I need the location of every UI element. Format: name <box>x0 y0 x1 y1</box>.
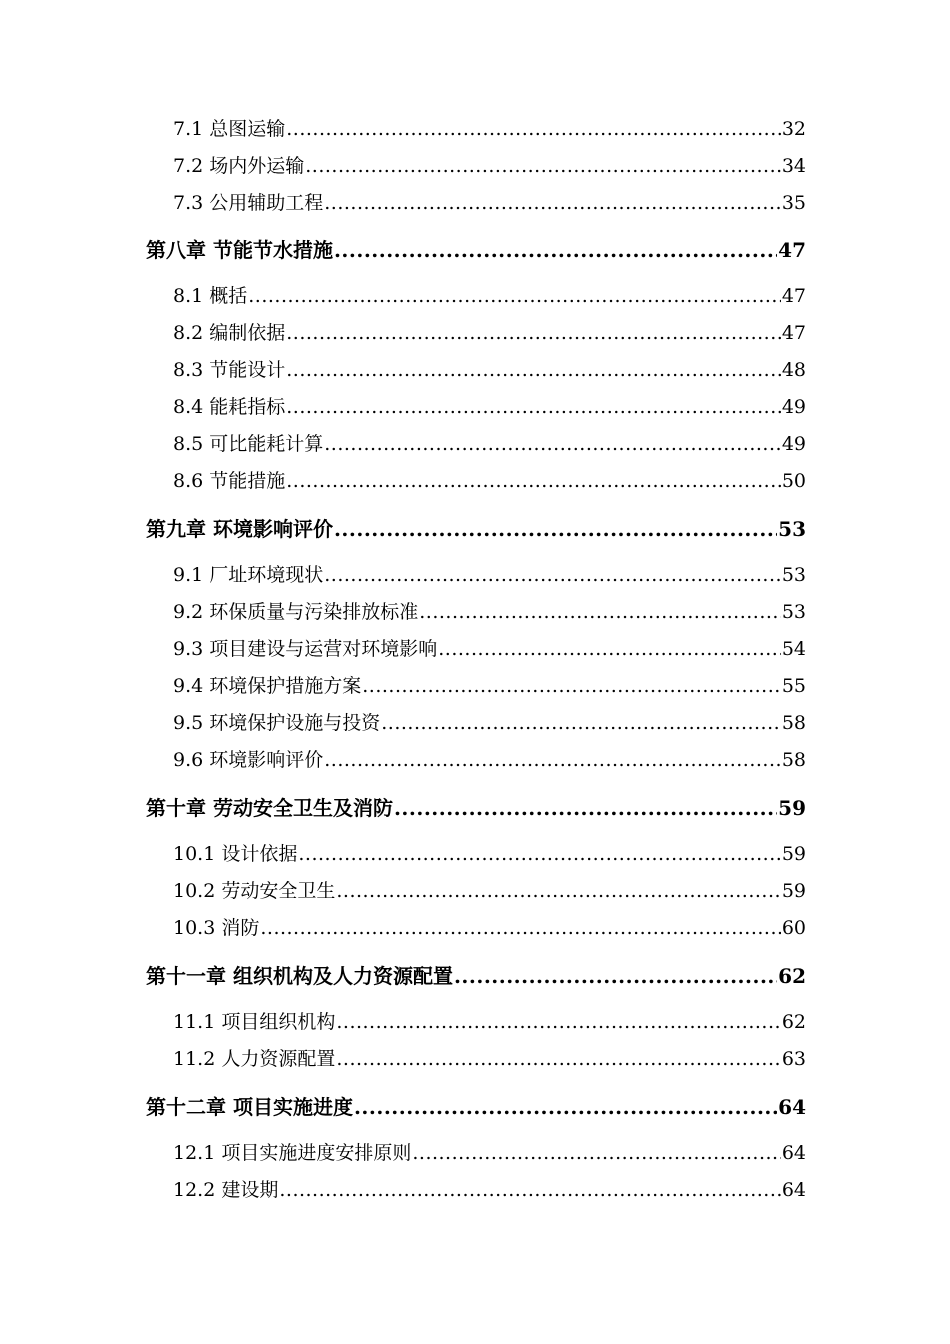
toc-entry-title: 11.2 人力资源配置 <box>173 1048 336 1070</box>
toc-chapter-page: 47 <box>778 238 806 262</box>
toc-entry-page: 48 <box>781 359 806 381</box>
toc-entry-title: 9.5 环境保护设施与投资 <box>173 712 381 734</box>
toc-chapter-entry[interactable] <box>146 234 806 263</box>
toc-chapter-title: 第十章 劳动安全卫生及消防 <box>146 796 393 820</box>
toc-entry[interactable] <box>173 151 806 178</box>
toc-entry-page: 64 <box>781 1142 806 1164</box>
toc-leader-dots <box>412 1142 780 1164</box>
toc-entry-title: 8.3 节能设计 <box>173 359 286 381</box>
toc-entry[interactable] <box>173 839 806 866</box>
toc-leader-dots <box>286 322 781 344</box>
toc-leader-dots <box>334 238 777 262</box>
toc-entry[interactable] <box>173 392 806 419</box>
toc-entry-page: 49 <box>781 396 806 418</box>
toc-leader-dots <box>286 396 781 418</box>
toc-entry-page: 50 <box>781 470 806 492</box>
toc-leader-dots <box>336 1048 780 1070</box>
toc-entry-page: 35 <box>781 192 806 214</box>
toc-entry-title: 10.3 消防 <box>173 917 260 939</box>
toc-entry-page: 54 <box>781 638 806 660</box>
toc-leader-dots <box>394 796 777 820</box>
toc-leader-dots <box>248 285 781 307</box>
toc-entry-page: 64 <box>781 1179 806 1201</box>
toc-entry[interactable] <box>173 634 806 661</box>
toc-entry-page: 59 <box>781 880 806 902</box>
toc-entry[interactable] <box>173 597 806 624</box>
toc-leader-dots <box>324 749 781 771</box>
toc-entry-title: 8.5 可比能耗计算 <box>173 433 324 455</box>
toc-chapter-title: 第十二章 项目实施进度 <box>146 1095 353 1119</box>
toc-entry-title: 9.1 厂址环境现状 <box>173 564 324 586</box>
toc-entry-page: 63 <box>781 1048 806 1070</box>
toc-chapter-entry[interactable] <box>146 1091 806 1120</box>
toc-entry-page: 58 <box>781 749 806 771</box>
toc-entry-title: 9.6 环境影响评价 <box>173 749 324 771</box>
toc-entry-page: 53 <box>781 601 806 623</box>
toc-entry-page: 49 <box>781 433 806 455</box>
toc-chapter-page: 59 <box>778 796 806 820</box>
toc-chapter-page: 64 <box>778 1095 806 1119</box>
toc-entry-page: 34 <box>781 155 806 177</box>
toc-leader-dots <box>279 1179 780 1201</box>
toc-entry[interactable] <box>173 114 806 141</box>
toc-entry-page: 47 <box>781 285 806 307</box>
toc-entry-page: 58 <box>781 712 806 734</box>
toc-entry-title: 9.4 环境保护措施方案 <box>173 675 362 697</box>
toc-entry[interactable] <box>173 466 806 493</box>
toc-entry-title: 8.1 概括 <box>173 285 248 307</box>
toc-entry-title: 9.2 环保质量与污染排放标准 <box>173 601 419 623</box>
toc-entry[interactable] <box>173 429 806 456</box>
toc-chapter-page: 62 <box>778 964 806 988</box>
toc-leader-dots <box>362 675 781 697</box>
toc-chapter-entry[interactable] <box>146 960 806 989</box>
toc-entry[interactable] <box>173 560 806 587</box>
toc-chapter-entry[interactable] <box>146 513 806 542</box>
toc-entry-page: 53 <box>781 564 806 586</box>
toc-entry[interactable] <box>173 318 806 345</box>
toc-chapter-entry[interactable] <box>146 792 806 821</box>
toc-entry[interactable] <box>173 355 806 382</box>
toc-leader-dots <box>381 712 781 734</box>
toc-entry-page: 60 <box>781 917 806 939</box>
toc-entry[interactable] <box>173 281 806 308</box>
toc-entry[interactable] <box>173 1007 806 1034</box>
toc-entry[interactable] <box>173 1138 806 1165</box>
toc-leader-dots <box>336 880 780 902</box>
toc-entry-title: 12.2 建设期 <box>173 1179 279 1201</box>
toc-leader-dots <box>419 601 781 623</box>
toc-entry[interactable] <box>173 1175 806 1202</box>
toc-entry-title: 10.2 劳动安全卫生 <box>173 880 336 902</box>
toc-leader-dots <box>286 470 781 492</box>
toc-leader-dots <box>454 964 777 988</box>
toc-entry-title: 7.3 公用辅助工程 <box>173 192 324 214</box>
toc-leader-dots <box>305 155 781 177</box>
toc-chapter-title: 第九章 环境影响评价 <box>146 517 333 541</box>
toc-entry-title: 7.1 总图运输 <box>173 118 286 140</box>
toc-leader-dots <box>324 192 781 214</box>
toc-leader-dots <box>336 1011 780 1033</box>
toc-entry-title: 9.3 项目建设与运营对环境影响 <box>173 638 438 660</box>
toc-entry-page: 47 <box>781 322 806 344</box>
toc-leader-dots <box>286 359 781 381</box>
toc-chapter-page: 53 <box>778 517 806 541</box>
toc-entry-title: 8.2 编制依据 <box>173 322 286 344</box>
toc-leader-dots <box>354 1095 777 1119</box>
toc-entry-title: 11.1 项目组织机构 <box>173 1011 336 1033</box>
toc-leader-dots <box>324 564 781 586</box>
toc-entry[interactable] <box>173 708 806 735</box>
toc-entry-page: 55 <box>781 675 806 697</box>
toc-entry[interactable] <box>173 876 806 903</box>
toc-entry-page: 32 <box>781 118 806 140</box>
toc-entry[interactable] <box>173 1044 806 1071</box>
toc-entry-title: 8.6 节能措施 <box>173 470 286 492</box>
toc-leader-dots <box>438 638 781 660</box>
toc-leader-dots <box>260 917 780 939</box>
toc-chapter-title: 第十一章 组织机构及人力资源配置 <box>146 964 453 988</box>
toc-leader-dots <box>334 517 777 541</box>
toc-entry[interactable] <box>173 745 806 772</box>
toc-entry-title: 7.2 场内外运输 <box>173 155 305 177</box>
toc-entry-page: 59 <box>781 843 806 865</box>
toc-leader-dots <box>286 118 781 140</box>
toc-entry[interactable] <box>173 671 806 698</box>
toc-chapter-title: 第八章 节能节水措施 <box>146 238 333 262</box>
toc-entry[interactable] <box>173 188 806 215</box>
toc-entry-title: 8.4 能耗指标 <box>173 396 286 418</box>
toc-entry-page: 62 <box>781 1011 806 1033</box>
toc-entry[interactable] <box>173 913 806 940</box>
toc-leader-dots <box>324 433 781 455</box>
toc-leader-dots <box>298 843 780 865</box>
toc-entry-title: 12.1 项目实施进度安排原则 <box>173 1142 412 1164</box>
toc-entry-title: 10.1 设计依据 <box>173 843 298 865</box>
